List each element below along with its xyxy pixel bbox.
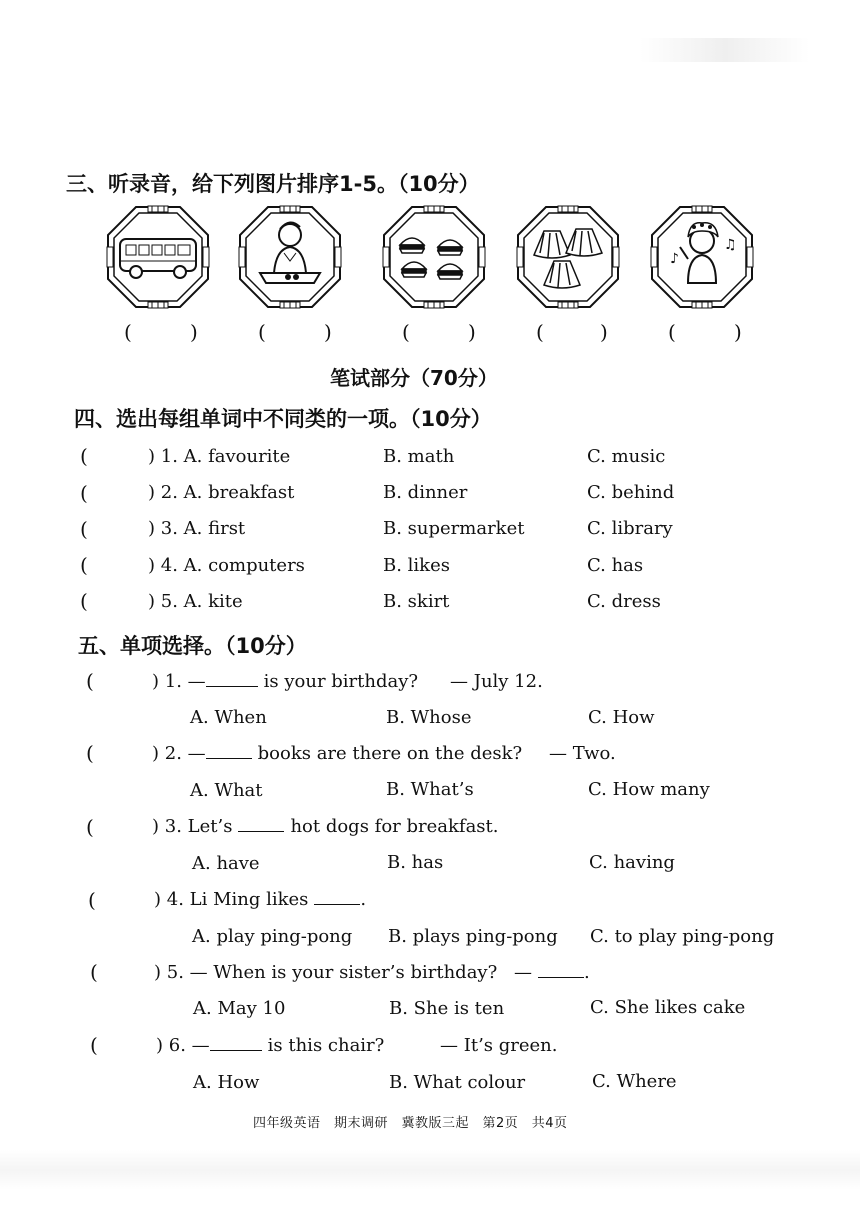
dialogue-answer <box>514 962 590 983</box>
option-a: A. How <box>193 1072 260 1093</box>
answer-paren: ( <box>86 669 94 693</box>
dialogue-end: . <box>584 962 590 983</box>
section3-title: 三、听录音，给下列图片排序1-5。（10分） <box>66 172 480 196</box>
answer-paren-1-open: ( <box>124 320 132 344</box>
dialogue-dash: — <box>514 962 532 983</box>
answer-paren: ( <box>90 960 98 984</box>
answer-paren-2-close: ) <box>324 320 332 344</box>
word-question-4: ) 4. A. computers <box>148 555 305 576</box>
option-b: B. likes <box>383 555 450 576</box>
question-stem-end: is your birthday? <box>263 671 419 692</box>
question-stem: ) 1. — <box>152 671 206 692</box>
option-c: C. has <box>587 555 644 576</box>
answer-paren-2-open: ( <box>258 320 266 344</box>
answer-paren-4-open: ( <box>536 320 544 344</box>
option-a: A. May 10 <box>193 998 286 1019</box>
answer-paren: ( <box>80 481 88 505</box>
option-c: C. dress <box>587 591 661 612</box>
written-part-title: 笔试部分（70分） <box>330 366 498 390</box>
picture-hamburgers <box>380 203 488 311</box>
option-b: B. What’s <box>386 779 474 800</box>
question-stem: ) 2. — <box>152 743 206 764</box>
answer-paren: ( <box>86 741 94 765</box>
picture-boy-eating <box>236 203 344 311</box>
answer-paren: ( <box>90 1033 98 1057</box>
answer-paren-4-close: ) <box>600 320 608 344</box>
svg-text:♪: ♪ <box>670 251 679 267</box>
dialogue-answer: — It’s green. <box>440 1035 558 1056</box>
dialogue-answer: — Two. <box>549 743 616 764</box>
choice-question-3 <box>152 816 499 837</box>
question-stem-end: books are there on the desk? <box>257 743 523 764</box>
word-question-2: ) 2. A. breakfast <box>148 482 295 503</box>
picture-bus <box>104 203 212 311</box>
option-c: C. having <box>589 852 675 873</box>
word-question-3: ) 3. A. first <box>148 518 246 539</box>
option-c: C. How many <box>588 779 710 800</box>
choice-question-5: ) 5. — When is your sister’s birthday? <box>154 962 498 983</box>
fill-blank <box>210 1036 262 1051</box>
scan-smudge <box>0 1150 860 1190</box>
option-b: B. has <box>387 852 444 873</box>
option-c: C. to play ping-pong <box>590 926 775 947</box>
choice-question-6 <box>156 1035 384 1056</box>
answer-paren: ( <box>80 444 88 468</box>
fill-blank <box>206 744 252 759</box>
svg-text:♫: ♫ <box>724 237 737 253</box>
hamburgers-icon <box>380 203 488 311</box>
option-c: C. She likes cake <box>590 997 746 1018</box>
option-b: B. supermarket <box>383 518 525 539</box>
answer-paren-5-close: ) <box>734 320 742 344</box>
option-c: C. library <box>587 518 673 539</box>
choice-question-1 <box>152 671 418 692</box>
section5-title: 五、单项选择。（10分） <box>78 634 307 658</box>
question-stem-end: . <box>360 889 367 910</box>
scan-smudge <box>640 38 810 62</box>
answer-paren: ( <box>80 553 88 577</box>
option-c: C. Where <box>592 1071 677 1092</box>
option-b: B. skirt <box>383 591 450 612</box>
option-a: A. What <box>190 780 263 801</box>
page-footer: 四年级英语 期末调研 冀教版三起 第2页 共4页 <box>253 1116 568 1131</box>
answer-paren-5-open: ( <box>668 320 676 344</box>
picture-girl-singing <box>648 203 756 311</box>
answer-paren: ( <box>80 589 88 613</box>
option-b: B. She is ten <box>389 998 505 1019</box>
option-c: C. behind <box>587 482 675 503</box>
answer-paren-3-open: ( <box>402 320 410 344</box>
option-b: B. math <box>383 446 455 467</box>
question-stem-end: hot dogs for breakfast. <box>290 816 499 837</box>
bus-icon <box>104 203 212 311</box>
question-stem: ) 4. Li Ming likes <box>154 889 309 910</box>
answer-paren: ( <box>86 815 94 839</box>
option-c: C. How <box>588 707 655 728</box>
option-b: B. What colour <box>389 1072 526 1093</box>
section4-title: 四、选出每组单词中不同类的一项。（10分） <box>74 407 492 431</box>
answer-paren-1-close: ) <box>190 320 198 344</box>
option-a: A. play ping-pong <box>192 926 353 947</box>
fill-blank <box>206 672 258 687</box>
girl-singing-icon <box>648 203 756 311</box>
fill-blank <box>538 963 584 978</box>
option-a: A. When <box>190 707 267 728</box>
boy-eating-icon <box>236 203 344 311</box>
question-stem: ) 3. Let’s <box>152 816 233 837</box>
question-stem: ) 6. — <box>156 1035 210 1056</box>
answer-paren: ( <box>80 517 88 541</box>
choice-question-4 <box>154 889 366 910</box>
choice-question-2 <box>152 743 522 764</box>
answer-paren: ( <box>88 888 96 912</box>
option-b: B. plays ping-pong <box>388 926 558 947</box>
dialogue-answer: — July 12. <box>450 671 543 692</box>
option-b: B. Whose <box>386 707 472 728</box>
picture-skirts <box>514 203 622 311</box>
answer-paren-3-close: ) <box>468 320 476 344</box>
option-c: C. music <box>587 446 666 467</box>
word-question-1: ) 1. A. favourite <box>148 446 291 467</box>
fill-blank <box>314 890 360 905</box>
option-a: A. have <box>192 853 260 874</box>
fill-blank <box>238 817 284 832</box>
question-stem-end: is this chair? <box>267 1035 385 1056</box>
word-question-5: ) 5. A. kite <box>148 591 243 612</box>
skirts-icon <box>514 203 622 311</box>
option-b: B. dinner <box>383 482 468 503</box>
